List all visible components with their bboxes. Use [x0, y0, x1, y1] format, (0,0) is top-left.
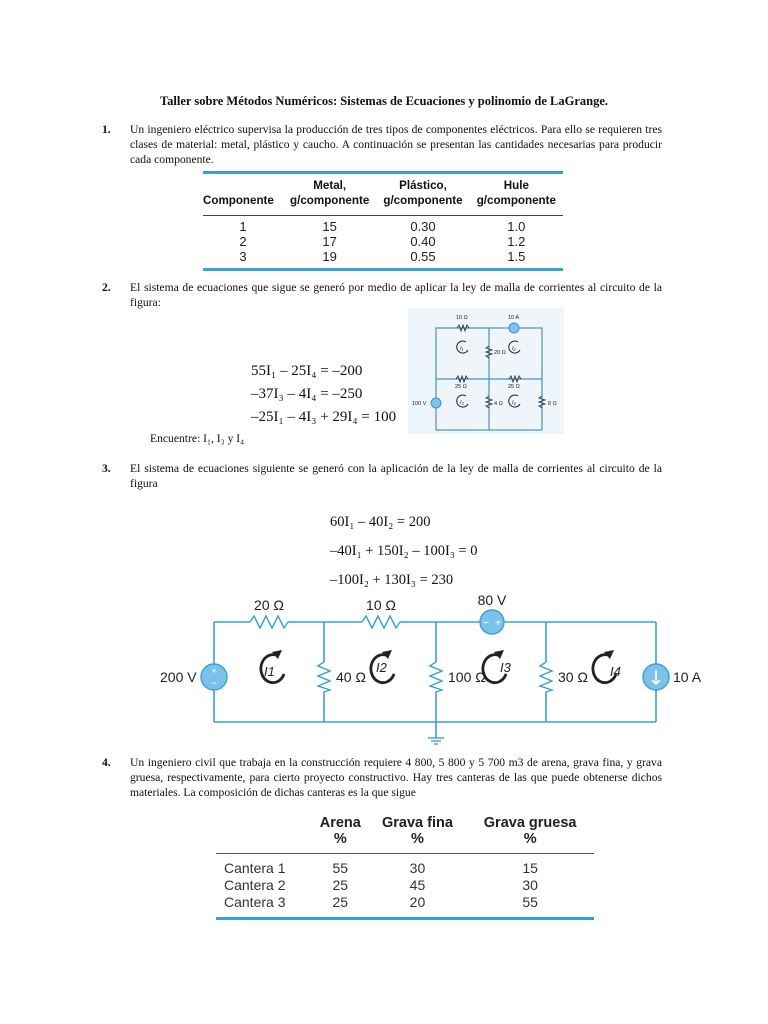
equation: –37I₃ – 4I₄ = –250: [251, 386, 363, 402]
equation-system-3: [330, 508, 478, 595]
current-source-icon: [509, 323, 519, 333]
cell: Cantera 2: [224, 877, 286, 893]
label-r-mid: 20 Ω: [494, 350, 506, 356]
resistor-40: [318, 662, 330, 692]
cell: Cantera 3: [224, 894, 286, 910]
equation: 60I₁ – 40I₂ = 200: [330, 514, 431, 530]
table-row: [203, 216, 563, 234]
label-r-left-mid: 25 Ω: [455, 384, 467, 390]
cell: 20: [409, 894, 426, 910]
col-header: [369, 815, 467, 847]
cell: 1.2: [507, 234, 526, 249]
question-text: El sistema de ecuaciones que sigue se generó por medio de aplicar la ley de malla de corrientes al circuito de la figura:: [130, 281, 662, 309]
question-4: [102, 755, 662, 800]
question-number: 3.: [102, 462, 111, 475]
table-row: [203, 234, 563, 249]
voltage-source-icon: [431, 398, 441, 408]
table-row: [216, 894, 594, 911]
label-v-left: 200 V: [160, 669, 197, 685]
cell: 55: [332, 860, 349, 876]
mesh-current-label: I₄: [512, 400, 516, 406]
question-text: Un ingeniero civil que trabaja en la construcción requiere 4 800, 5 800 y 5 700 m3 de arena, grava fina, y grava gruesa, respectivamente, para cierto proyecto constructivo. Hay tres canteras de las que puede obtenerse dichos materiales. La composición de dichas canteras es la que sigue: [130, 756, 662, 799]
question-number: 4.: [102, 756, 111, 769]
cell: 3: [239, 249, 247, 264]
col-header-line2: g/componente: [290, 194, 370, 207]
mesh-current-label: I3: [500, 660, 511, 675]
label-r-shunt3: 30 Ω: [558, 669, 588, 685]
mesh-current-label: I₂: [512, 346, 516, 352]
question-number: 1.: [102, 123, 111, 136]
cell: 30: [522, 877, 538, 893]
resistor-30: [540, 662, 552, 692]
cell: 17: [322, 234, 337, 249]
resistor-10: [362, 616, 400, 628]
cell: 0.30: [410, 219, 436, 234]
label-i-right: 10 A: [673, 669, 702, 685]
equation-system-2: [251, 360, 396, 429]
cell: 1.0: [507, 219, 526, 234]
cell: 0.40: [410, 234, 436, 249]
label-r-right: 8 Ω: [548, 401, 557, 407]
cell: 15: [322, 219, 337, 234]
equation: –100I₂ + 130I₃ = 230: [330, 572, 454, 588]
label-v-top: 80 V: [477, 592, 507, 608]
question-3: [102, 461, 662, 491]
question-text: Un ingeniero eléctrico supervisa la producción de tres tipos de componentes eléctricos. Para ello se requieren tres clases de material: metal, plástico y caucho. A continuación se presentan las cantidades necesarias para producir cada componente.: [130, 123, 662, 166]
circuit-diagram-3: [150, 586, 710, 752]
mesh-current-label: I4: [610, 664, 621, 679]
cell: 1.5: [507, 249, 526, 264]
col-header-line2: g/componente: [476, 194, 556, 207]
question-1: [102, 122, 662, 167]
col-header: [466, 815, 594, 847]
label-r-center-bottom: 4 Ω: [494, 401, 503, 407]
cell: 2: [239, 234, 247, 249]
question-text: El sistema de ecuaciones siguiente se generó con la aplicación de la ley de malla de corrientes al circuito de la figura: [130, 462, 662, 490]
col-header: [376, 174, 469, 208]
equation: 55I₁ – 25I₄ = –200: [251, 363, 363, 379]
label-r-shunt1: 40 Ω: [336, 669, 366, 685]
cell: 55: [522, 894, 538, 910]
question-2: [102, 280, 662, 310]
table-row: [203, 249, 563, 264]
minus-sign: −: [211, 678, 217, 688]
label-r-top: 10 Ω: [456, 315, 468, 321]
cell: 25: [332, 877, 349, 893]
col-header: [470, 174, 563, 208]
col-header-line1: Plástico,: [399, 179, 447, 192]
col-header-line2: %: [523, 831, 537, 847]
table-row: [216, 854, 594, 877]
label-r1: 20 Ω: [254, 597, 284, 613]
mesh-current-label: I₃: [460, 400, 464, 406]
components-table: [203, 171, 563, 271]
resistor-100: [430, 662, 442, 692]
col-header-line1: Metal,: [313, 179, 347, 192]
plus-sign: +: [495, 618, 501, 629]
question-number: 2.: [102, 281, 111, 294]
col-header: Componente: [203, 194, 274, 207]
page-title: Taller sobre Métodos Numéricos: Sistemas de Ecuaciones y polinomio de LaGrange.: [159, 94, 609, 108]
table-bottom-rule: [203, 268, 563, 271]
col-header-line1: Hule: [503, 179, 529, 192]
col-header-line2: %: [410, 831, 424, 847]
col-header: [312, 815, 369, 847]
cell: 19: [322, 249, 337, 264]
cell: 45: [409, 877, 426, 893]
resistor-20: [250, 616, 288, 628]
col-header-line1: Grava gruesa: [483, 815, 577, 831]
mesh-current-label: I1: [264, 664, 275, 679]
mesh-current-label: I₁: [460, 346, 464, 352]
cell: Cantera 1: [224, 860, 286, 876]
label-source-left: 100 V: [412, 401, 427, 407]
cell: 25: [332, 894, 349, 910]
label-source-top: 10 A: [508, 315, 520, 321]
find-instruction: Encuentre: I₁, I₃ y I₄: [150, 432, 245, 445]
table-row: [216, 877, 594, 894]
equation: –25I₁ – 4I₃ + 29I₄ = 100: [251, 409, 397, 425]
plus-sign: +: [211, 666, 217, 676]
minus-sign: −: [483, 618, 489, 629]
cell: 30: [409, 860, 426, 876]
label-r-right-mid: 25 Ω: [508, 384, 520, 390]
quarry-table: [216, 815, 594, 920]
col-header-line2: %: [333, 831, 347, 847]
circuit-diagram-2: [408, 308, 564, 434]
col-header-line1: Arena: [319, 815, 361, 831]
col-header: [283, 174, 376, 208]
mesh-current-label: I2: [376, 660, 387, 675]
equation: –40I₁ + 150I₂ – 100I₃ = 0: [330, 543, 478, 559]
col-header-line1: Grava fina: [381, 815, 453, 831]
label-r-shunt2: 100 Ω: [448, 669, 486, 685]
cell: 1: [239, 219, 247, 234]
cell: 15: [522, 860, 538, 876]
table-bottom-rule: [216, 917, 594, 920]
ground-icon: [428, 738, 444, 744]
cell: 0.55: [410, 249, 436, 264]
label-r2: 10 Ω: [366, 597, 396, 613]
col-header-line2: g/componente: [383, 194, 463, 207]
